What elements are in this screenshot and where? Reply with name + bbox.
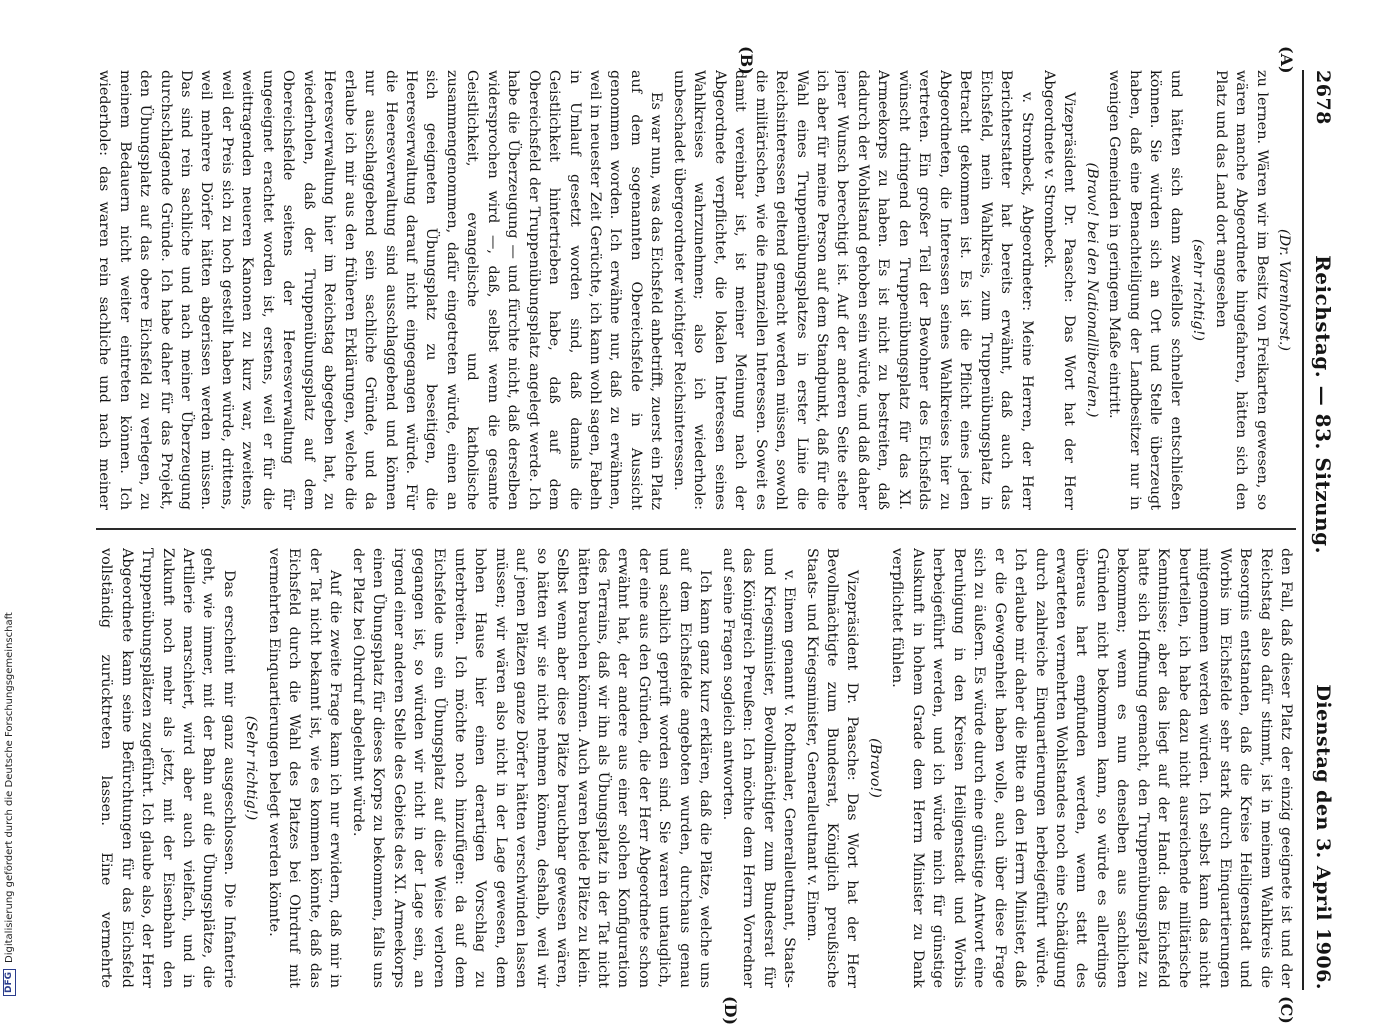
paragraph: v. Einem genannt v. Rothmaler, Generalleutnant, Staats- und Kriegsminister, Bevollmächtigter zum Bundesrat für das Königreich Preußen: Ich möchte dem Herrn Vorredner auf seine Fragen sogleich antworten. (719, 548, 798, 988)
page-header (1306, 70, 1340, 990)
paragraph: zu lernen. Wären wir im Besitz von Freikarten gewesen, so wären manche Abgeordnete hingefahren, hätten sich den Platz und das Land dort angesehen (1212, 70, 1270, 510)
paragraph: v. Strombeck, Abgeordneter: Meine Herren, der Herr Berichterstatter hat bereits erwähnt, daß auch das Eichsfeld, mein Wahlkreis, zum Truppenübungsplatz in Betracht gekommen ist. Es ist die Pflicht eines jeden Abgeordneten, die Interessen seines Wahlkreises hier zu vertreten. Ein großer Teil der Bewohner des Eichsfelds wünscht dringend den Truppenübungsplatz für das XI. Armeekorps zu haben. Es ist nicht zu bestreiten, daß dadurch der Wohlstand gehoben sein würde, und daß daher jener Wunsch berechtigt ist. Auf der anderen Seite stehe ich aber für meine Person auf dem Standpunkt, daß für die Wahl eines Truppenübungsplatzes in erster Linie die Reichsinteressen geltend gemacht werden müssen, sowohl die militärischen, wie die finanziellen Interessen. Soweit es damit vereinbar ist, ist meiner Meinung nach der Abgeordnete verpflichtet, die lokalen Interessen seines Wahlkreises wahrzunehmen; also ich wiederhole: unbeschadet übergeordneter wichtiger Reichsinteressen. (670, 70, 1035, 510)
paragraph: Auf die zweite Frage kann ich nur erwidern, daß mir in der Tat nicht bekannt ist, wie es kommen könnte, daß das Eichsfeld durch die Wahl des Platzes bei Ohrdruf mit vermehrten Einquartierungen belegt werden könnte. (265, 548, 344, 988)
interjection: (sehr richtig!) (1190, 238, 1207, 342)
interjection: (Bravo! bei den Nationalliberalen.) (1083, 162, 1100, 418)
right-column (96, 548, 1296, 988)
paragraph: Ich kann ganz kurz erklären, daß die Plätze, welche uns auf dem Eichsfelde angeboten wurden, durchaus genau und sachlich geprüft worden sind. Sie waren untauglich, der eine aus den Gründen, die der Herr Abgeordnete schon erwähnt hat, der andere aus einer solchen Konfiguration des Terrains, daß wir ihn als Übungsplatz in der Tat nicht hätten brauchen können. Auch waren beide Plätze zu klein. Selbst wenn aber diese Plätze brauchbar gewesen wären, so hätten wir sie nicht nehmen können, deshalb, weil wir auf jenen Plätzen ganze Dörfer hätten verschwinden lassen müssen; wir wären also nicht in der Lage gewesen, dem hohen Hause hier einen derartigen Vorschlag zu unterbreiten. Ich möchte noch hinzufügen: da auf dem Eichsfelde uns ein Übungsplatz auf diese Weise verloren gegangen ist, so würden wir nicht in der Lage sein, an irgend einer anderen Stelle des Gebiets des XI. Armeekorps einen Übungsplatz für dieses Korps zu bekommen, falls uns der Platz bei Ohrdruf abgelehnt würde. (349, 548, 714, 988)
credit-text: Digitalisierung gefördert durch die Deutsche Forschungsgemeinschaft (3, 612, 15, 963)
paragraph: Es war nun, was das Eichsfeld anbetrifft, zuerst ein Platz auf dem sogenannten Obereichsfelde in Aussicht genommen worden. Ich erwähne nur, daß zu erwähnen, weil in neuester Zeit Gerüchte, ich kann wohl sagen, Fabeln in Umlauf gesetzt worden sind, daß damals die Geistlichkeit hintertrieben habe, daß auf dem Obereichsfeld der Truppenübungsplatz angelegt werde. Ich habe die Überzeugung — und fürchte nicht, daß derselben widersprochen wird —, daß, selbst wenn die gesamte Geistlichkeit, evangelische und katholische zusammengenommen, dafür eingetreten würde, einen an sich geeigneten Übungsplatz zu beseitigen, die Heeresverwaltung darauf nicht eingegangen würde. Für die Heeresverwaltung sind ausschlaggebend und können nur ausschlaggebend sein sachliche Gründe, und da erlaube ich mir aus den früheren Erklärungen, welche die Heeresverwaltung hier im Reichstag abgegeben hat, zu wiederholen, daß der Truppenübungsplatz auf dem Obereichsfelde seitens der Heeresverwaltung für ungeeignet erachtet worden ist, erstens, weil er für die weittragenden neueren Kanonen zu kurz war, zweitens, weil der Preis sich zu hoch gestellt haben würde, drittens, weil mehrere Dörfer hätten abgerissen werden müssen. Das sind rein sachliche und nach meiner Überzeugung durchschlagende Gründe. Ich habe daher für das Projekt, den Übungsplatz auf das obere Eichsfeld zu verlegen, zu meinem Bedauern nicht weiter eintreten können. Ich wiederhole: das waren rein sachliche und nach meiner (96, 70, 665, 510)
interjection: (Sehr richtig!) (243, 715, 260, 821)
digitization-credit (2, 6, 16, 996)
header-rule (1302, 70, 1304, 990)
paragraph: und hätten sich dann zweifellos schneller entschließen können. Sie würden sich an Ort und Stelle überzeugt haben, daß eine Benachteiligung der Landbesitzer nur in wenigen Gemeinden in geringem Maße eintritt. (1106, 70, 1184, 510)
margin-marker-d: (D) (721, 996, 740, 1025)
margin-marker-a: (A) (1277, 46, 1296, 74)
running-speaker-tag: (Dr. Varenhorst.) (1276, 228, 1292, 352)
margin-marker-b: (B) (737, 46, 756, 75)
session-title: Reichstag. — 83. Sitzung. (1311, 255, 1335, 555)
interjection: (Bravo!) (866, 738, 883, 798)
rotated-page-content (80, 46, 1340, 1025)
paragraph: Das erscheint mir ganz ausgeschlossen. Die Infanterie geht, wie immer, mit der Bahn auf die Übungsplätze, die Artillerie marschiert, wird aber auch vielfach, und in Zukunft noch mehr als jetzt, mit der Eisenbahn den Truppenübungsplätzen zugeführt. Ich glaube also, der Herr Abgeordnete kann seine Befürchtungen für das Eichsfeld vollständig zurücktreten lassen. Eine vermehrte (98, 548, 237, 988)
paragraph: Vizepräsident Dr. Paasche: Das Wort hat der Herr Bevollmächtigte zum Bundesrat, Königlich preußische Staats- und Kriegsminister, Generalleutnant v. Einem. (803, 548, 861, 988)
dfg-logo: DFG (3, 969, 16, 996)
paragraph: Vizepräsident Dr. Paasche: Das Wort hat der Herr Abgeordnete v. Strombeck. (1041, 70, 1078, 510)
page-number: 2678 (1312, 70, 1334, 125)
session-date: Dienstag den 3. April 1906. (1312, 684, 1334, 990)
margin-marker-c: (C) (1277, 996, 1296, 1024)
column-divider (96, 528, 1296, 530)
paragraph: den Fall, daß dieser Platz der einzig geeignete ist und der Reichstag also dafür stimmt, ist in meinem Wahlkreis die Besorgnis entstanden, daß die Kreise Heiligenstadt und Worbis im Eichsfelde sehr stark durch Einquartierungen mitgenommen werden würden. Ich selbst kann das nicht beurteilen, ich habe dazu nicht ausreichende militärische Kenntnisse; aber das liegt auf der Hand: das Eichsfeld hatte sich Hoffnung gemacht, den Truppenübungsplatz zu bekommen; wenn es nun denselben aus sachlichen Gründen nicht bekommen kann, so würde es allerdings überaus hart empfunden werden, wenn statt des erwarteten vermehrten Wohlstandes noch eine Schädigung durch zahlreiche Einquartierungen herbeigeführt würde. Ich erlaube mir daher die Bitte an den Herrn Minister, daß er die Gewogenheit haben wolle, auch über diese Frage sich zu äußern. Es würde durch eine günstige Antwort eine Beruhigung in den Kreisen Heiligenstadt und Worbis herbeigeführt werden, und ich würde mich für günstige Auskunft in hohem Grade dem Herrn Minister zu Dank verpflichtet fühlen. (889, 548, 1294, 988)
left-column (96, 70, 1296, 510)
